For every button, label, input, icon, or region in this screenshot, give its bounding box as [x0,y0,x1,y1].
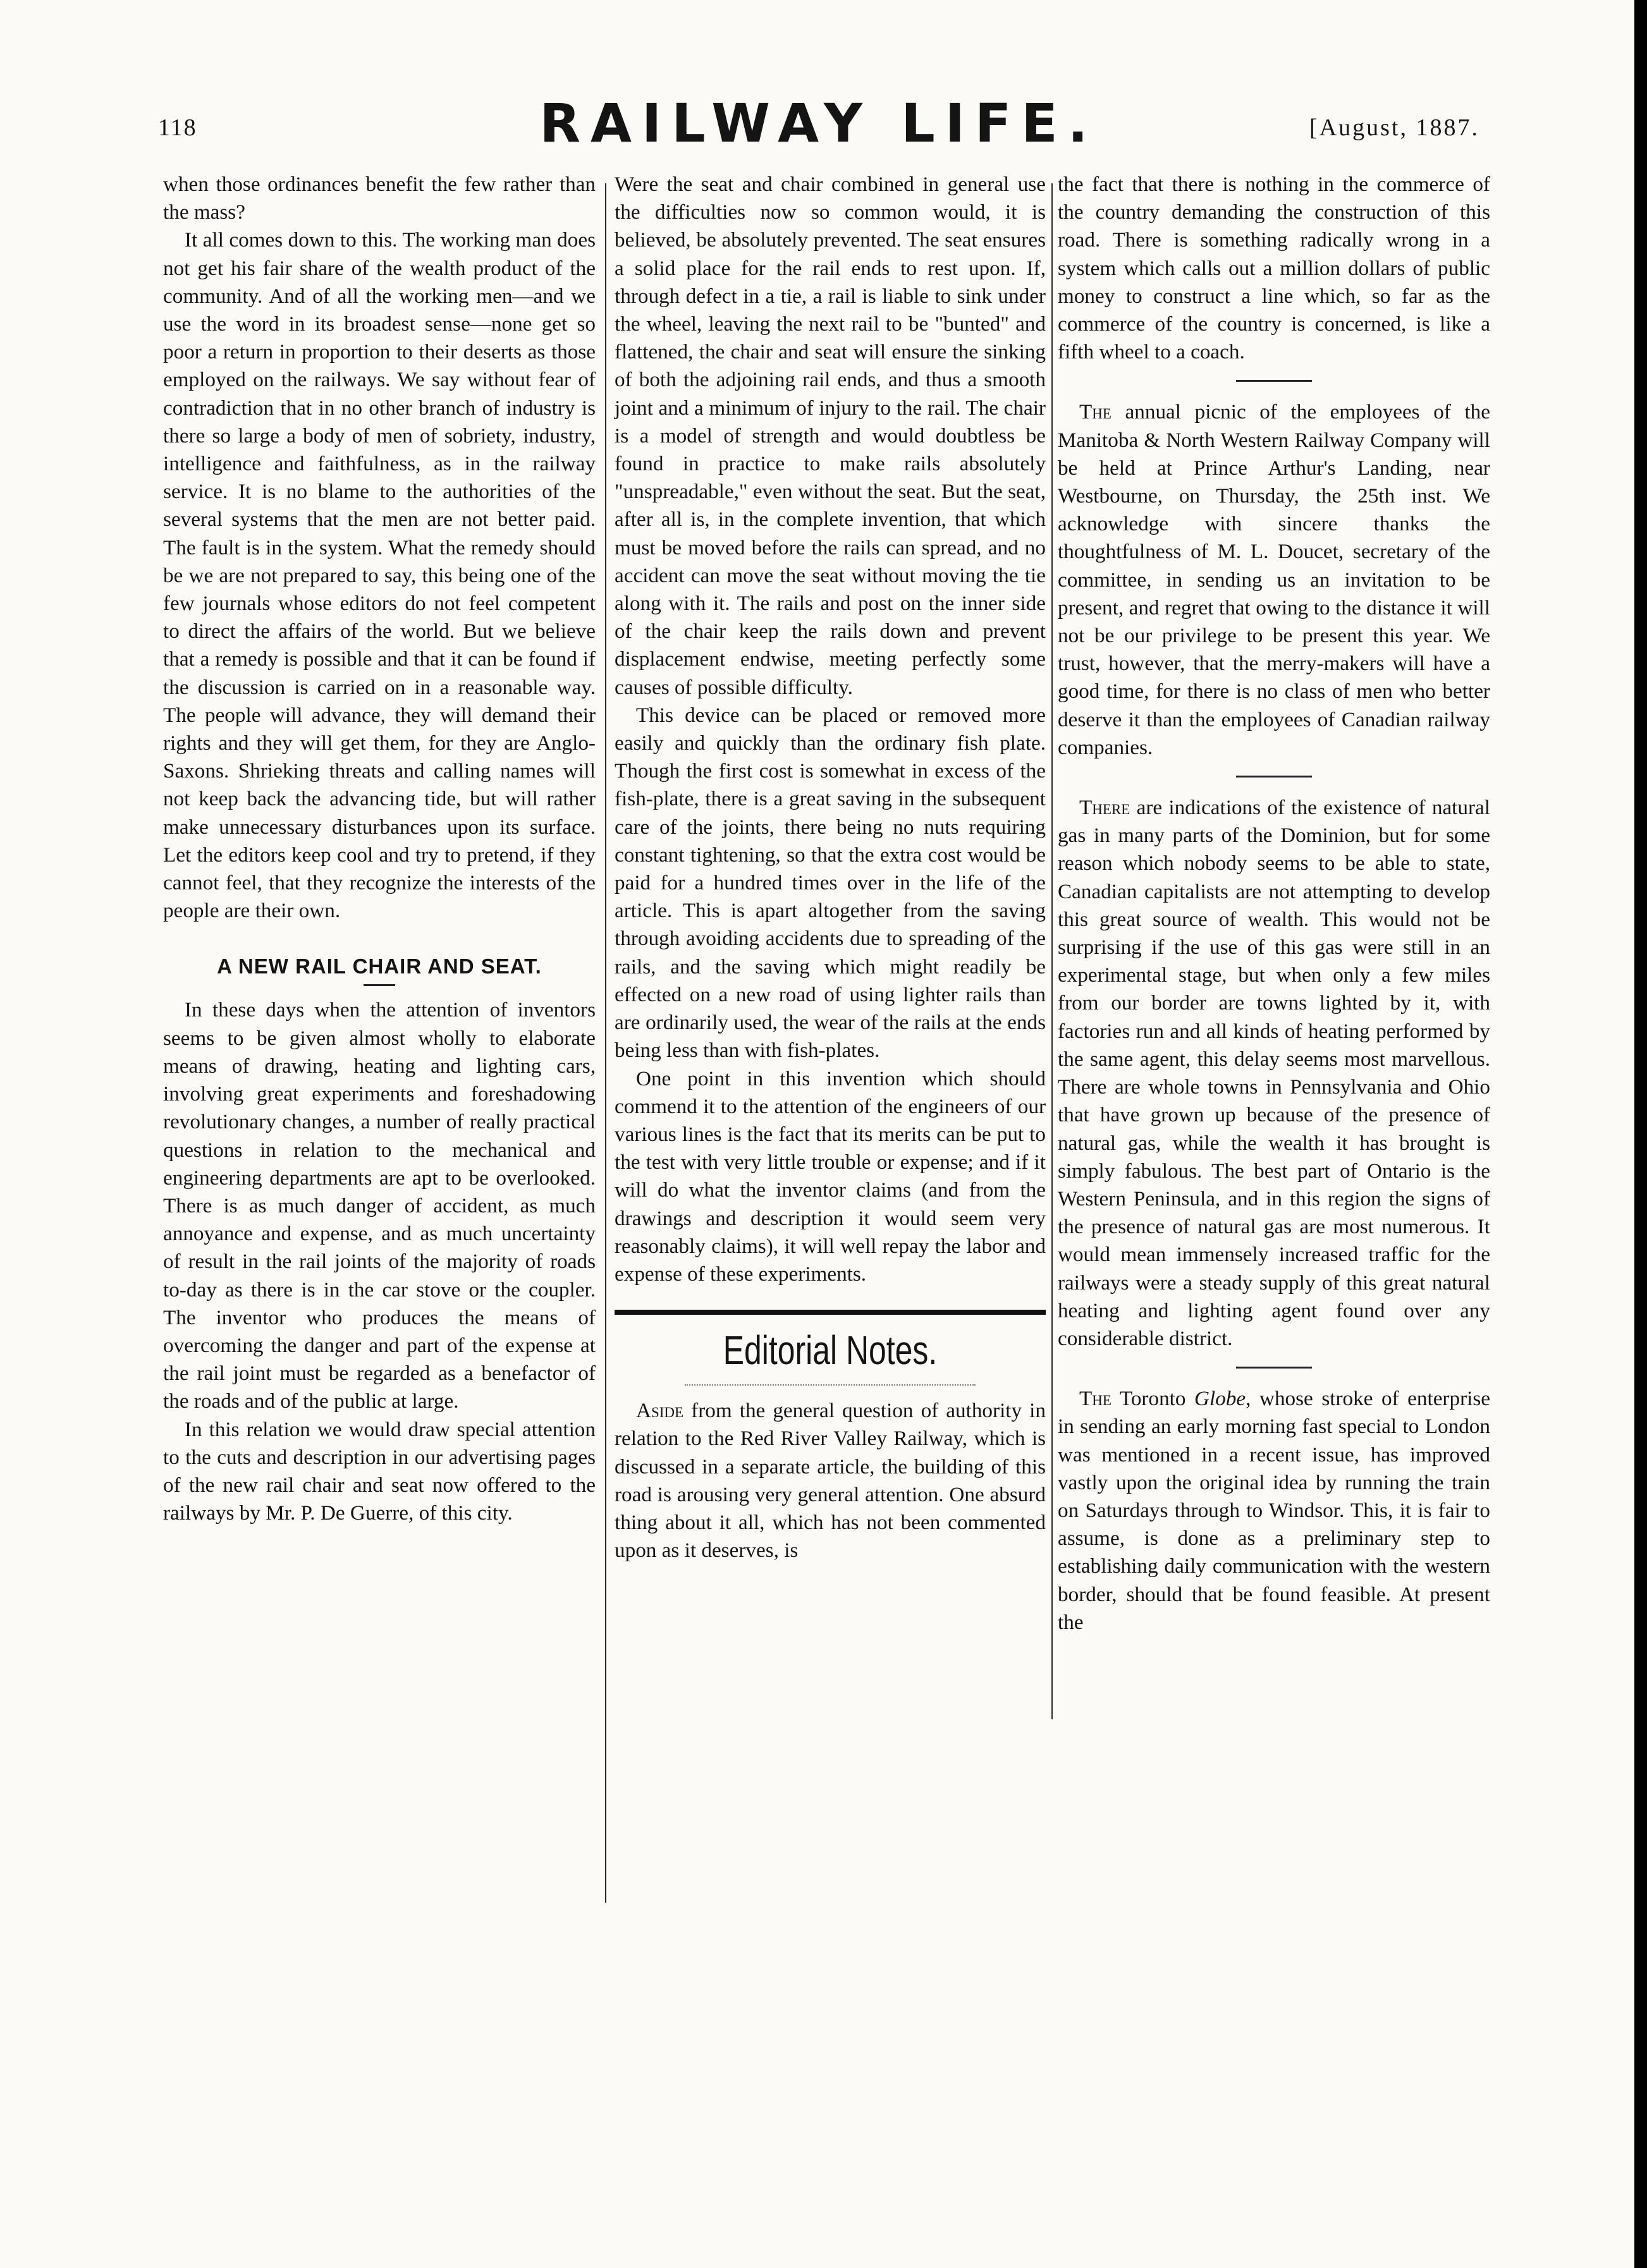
paragraph: It all comes down to this. The working man does not get his fair share of the wealth product of the community. And of all the working men—and we use the word in its broadest sense—none get so poor a return in proportion to their deserts as those employed on the railways. We say without fear of contradiction that in no other branch of industry is there so large a body of men of sobriety, industry, intelligence and faithfulness, as in the railway service. It is no blame to the authorities of the several systems that the men are not better paid. The fault is in the system. What the remedy should be we are not prepared to say, this being one of the few journals whose editors do not feel competent to direct the affairs of the world. But we believe that a remedy is possible and that it can be found if the discussion is carried on in a reasonable way. The people will advance, they will demand their rights and they will get them, for they are Anglo-Saxons. Shrieking threats and calling names will not keep back the advancing tide, but will rather make unnecessary disturbances upon its surface. Let the editors keep cool and try to pretend, if they cannot feel, that they recognize the interests of the people are their own. [163,228,596,923]
paragraph: In this relation we would draw special attention to the cuts and description in our advertising pages of the new rail chair and seat now offered to the railways by Mr. P. De Guerre, of this city. [163,1417,596,1525]
paragraph: when those ordinances benefit the few rather than the mass? [163,173,596,224]
paragraph-lead: The [1079,400,1111,424]
paragraph-lead: The [1079,1387,1111,1411]
column-divider-left [605,183,606,1903]
paragraph: One point in this invention which should commend it to the attention of the engineers of our various lines is the fact that its merits can be put to the test with very little trouble or expense; and if it will do what the inventor claims (and from the drawings and description it would seem very reasonably claims), it will well repay the labor and expense of these experiments. [615,1066,1046,1286]
paragraph: Were the seat and chair combined in general use the difficulties now so common would, it is believed, be absolutely prevented. The seat ensures a solid place for the rail ends to rest upon. If, through defect in a tie, a rail is liable to sink under the wheel, leaving the next rail to be "bunted" and flattened, the chair and seat will ensure the sinking of both the adjoining rail ends, and thus a smooth joint and a minimum of injury to the rail. The chair is a model of strength and would doubtless be found in practice to make rails absolutely "unspreadable," even without the seat. But the seat, after all is, in the complete invention, that which must be moved before the rails can spread, and no accident can move the seat without moving the tie along with it. The rails and post on the inner side of the chair keep the rails down and prevent displacement endwise, meeting perfectly some causes of possible difficulty. [615,173,1046,699]
paragraph: In these days when the attention of inventors seems to be given almost wholly to elaborate means of drawing, heating and lighting cars, involving great experiments and foreshadowing revolutionary changes, a number of really practical questions in relation to the mechanical and engineering departments are apt to be overlooked. There is as much danger of accident, as much annoyance and expense, and as much uncertainty of result in the rail joints of the majority of roads to-day as there is in the car stove or the coupler. The inventor who produces the means of overcoming the danger and part of the expense at the rail joint must be regarded as a benefactor of the roads and of the public at large. [163,998,596,1413]
masthead-title: RAILWAY LIFE. [539,92,1098,154]
column-left [163,171,596,1527]
column-right [1058,171,1490,1637]
paragraph [1058,1385,1490,1637]
paragraph-lead: Aside [636,1399,684,1423]
paragraph [1058,398,1490,762]
column-middle [615,171,1046,1564]
paragraph-text: are indications of the existence of natural gas in many parts of the Dominion, but for some reason which nobody seems to be able to state, Canadian capitalists are not attempting to develop this great source of wealth. This would not be surprising if the use of this gas were still in an experimental stage, but when only a few miles from our border are towns lighted by it, with factories run and all kinds of heating performed by the same agent, this delay seems most marvellous. There are whole towns in Pennsylvania and Ohio that have grown up because of the presence of natural gas, while the wealth it has brought is simply fabulous. The best part of Ontario is the Western Peninsula, and in this region the signs of the presence of natural gas are most numerous. It would mean immensely increased traffic for the railways were a steady supply of this great natural heating and lighting agent found over any considerable district. [1058,796,1490,1350]
paragraph [615,1397,1046,1564]
note-separator [1236,1367,1312,1369]
paragraph-text: , whose stroke of enterprise in sending an early morning fast special to London was mentioned in a recent issue, has improved vastly upon the original idea by running the train on Saturdays through to Windsor. This, it is fair to assume, is done as a preliminary step to establishing daily communication with the western border, should that be found feasible. At present the [1058,1387,1490,1634]
paragraph: the fact that there is nothing in the commerce of the country demanding the construction of this road. There is something radically wrong in a system which calls out a million dollars of public money to construct a line which, so far as the commerce of the country is concerned, is like a fifth wheel to a coach. [1058,173,1490,364]
note-separator [1236,380,1312,382]
page-edge [1634,0,1647,2268]
column-divider-right [1051,183,1053,1719]
paragraph-lead: There [1079,796,1130,820]
page-number: 118 [158,114,197,141]
paragraph-text: annual picnic of the employees of the Manitoba & North Western Railway Company will be held at Prince Arthur's Landing, near Westbourne, on Thursday, the 25th inst. We acknowledge with sincere thanks the thoughtfulness of M. L. Doucet, secretary of the committee, in sending us an invitation to be present, and regret that owing to the distance it will not be our privilege to be present this year. We trust, however, that the merry-makers will have a good time, for there is no class of men who better deserve it than the employees of Canadian railway companies. [1058,400,1490,759]
section-heading: A NEW RAIL CHAIR AND SEAT. [217,954,542,979]
page-header [158,92,1479,154]
editorial-notes-heading: Editorial Notes. [723,1327,938,1374]
paragraph-text: from the general question of authority in relation to the Red River Valley Railway, which is discussed in a separate article, the building of this road is arousing very general attention. One absurd thing about it all, which has not been commented upon as it deserves, is [615,1399,1046,1563]
newspaper-name: Globe [1194,1387,1246,1411]
paragraph [1058,794,1490,1353]
heading-dash [364,984,395,986]
heading-ornament [685,1384,976,1386]
paragraph: This device can be placed or removed more easily and quickly than the ordinary fish plate. Though the first cost is somewhat in excess of the fish-plate, there is a great saving in the subsequent care of the joints, there being no nuts requiring constant tightening, so that the extra cost would be paid for a hundred times over in the life of the article. This is apart altogether from the saving through avoiding accidents due to spreading of the rails, and the saving which might readily be effected on a new road of using lighter rails than are ordinarily used, the wear of the rails at the ends being less than with fish-plates. [615,703,1046,1063]
section-rule [615,1310,1046,1315]
issue-date: [August, 1887. [1309,114,1479,141]
note-separator [1236,776,1312,777]
paragraph-text: Toronto [1111,1387,1195,1411]
